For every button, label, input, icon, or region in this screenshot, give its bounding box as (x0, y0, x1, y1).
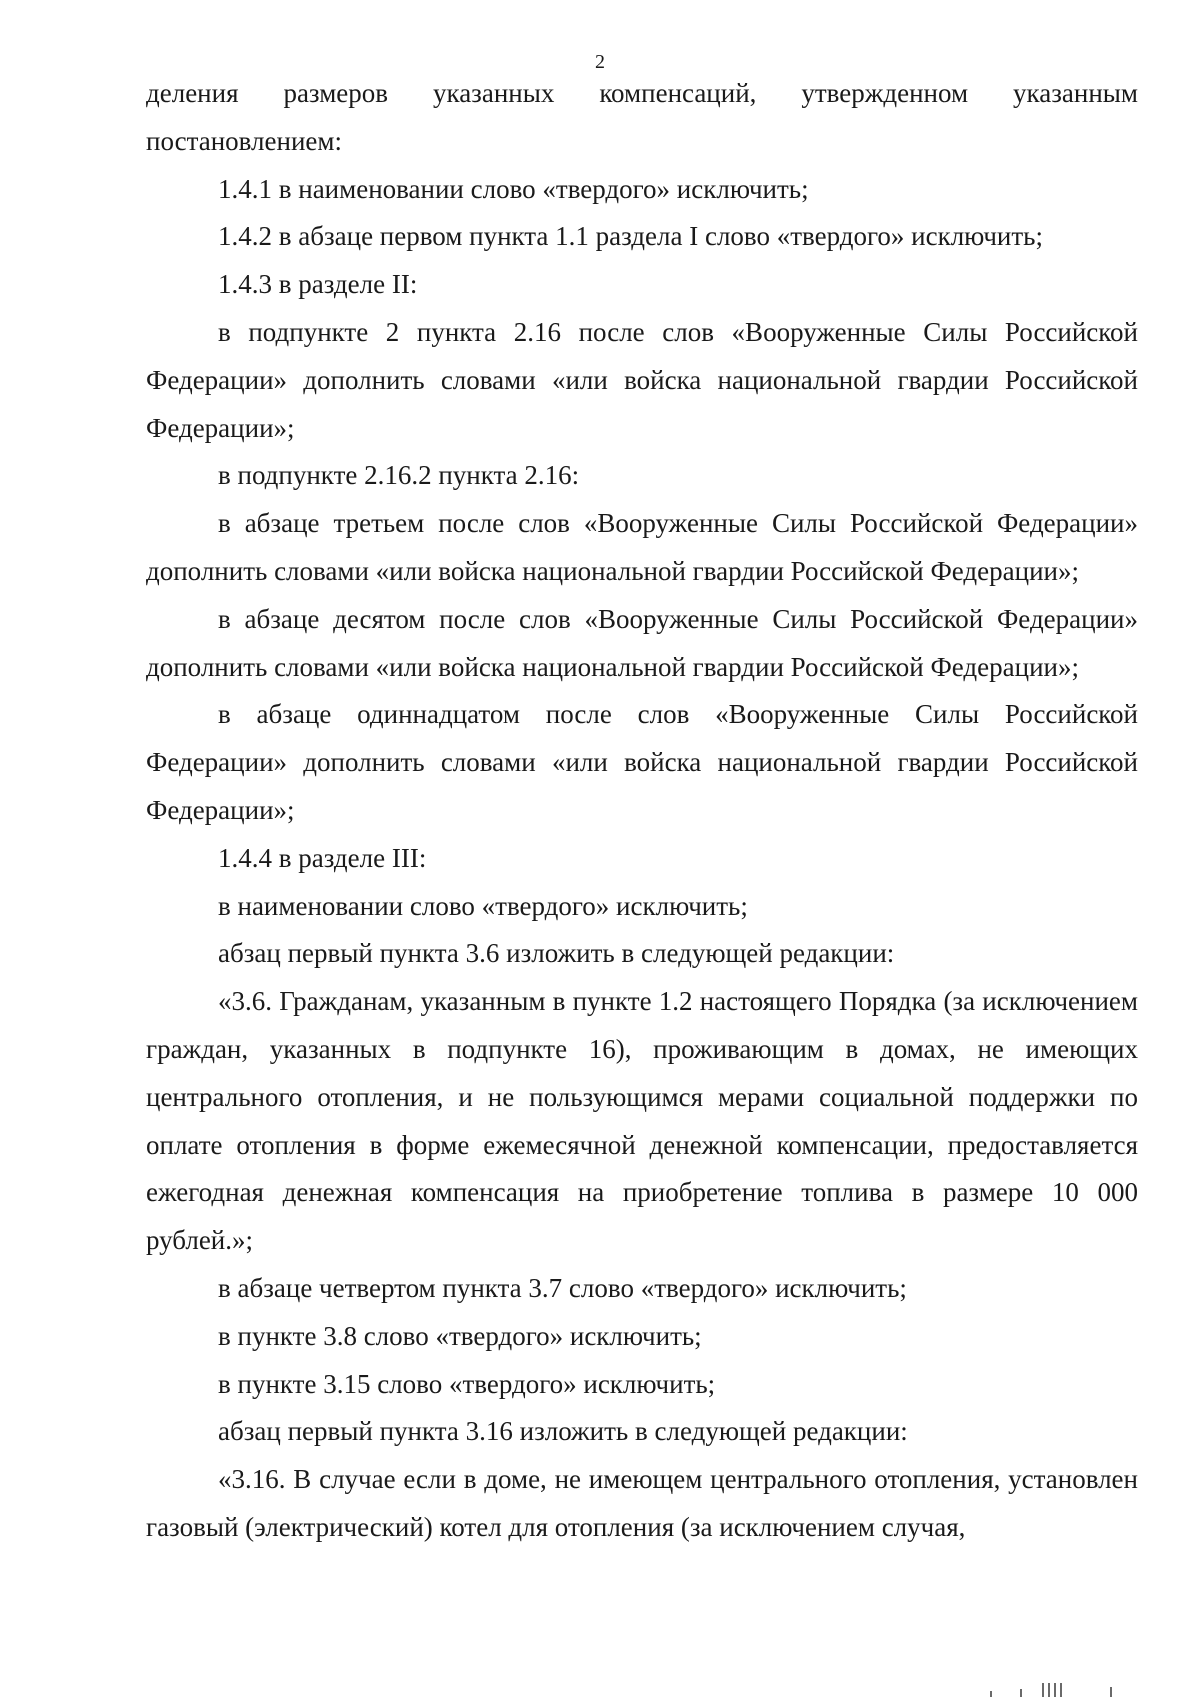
paragraph: в наименовании слово «твердого» исключить; (218, 890, 748, 921)
scan-mark (1042, 1683, 1044, 1697)
paragraph: 1.4.4 в разделе III: (218, 842, 427, 873)
document-body (146, 70, 1138, 1552)
scan-mark (1060, 1683, 1062, 1697)
paragraph: в подпункте 2.16.2 пункта 2.16: (218, 460, 580, 491)
scan-mark (1048, 1683, 1050, 1697)
page-number: 2 (595, 51, 605, 73)
paragraph: в абзаце десятом после слов «Вооруженные Силы Российской Федерации» дополнить словами «или войска национальной гвардии Российской Федерации»; (146, 603, 1138, 682)
paragraph: в абзаце одиннадцатом после слов «Вооруженные Силы Российской Федерации» дополнить словами «или войска национальной гвардии Российской Федерации»; (146, 699, 1138, 825)
paragraph: в абзаце четвертом пункта 3.7 слово «твердого» исключить; (218, 1272, 907, 1303)
paragraph: абзац первый пункта 3.6 изложить в следующей редакции: (218, 938, 895, 969)
scan-barcode-marks (980, 1683, 1140, 1697)
paragraph: «3.6. Гражданам, указанным в пункте 1.2 настоящего Порядка (за исключением граждан, указанных в подпункте 16), проживающим в домах, не имеющих центрального отопления, и не пользующимся мерами социальной поддержки по оплате отопления в форме ежемесячной денежной компенсации, предоставляется ежегодная денежная компенсация на приобретение топлива в размере 10 000 рублей.»; (146, 986, 1138, 1256)
paragraph: в подпункте 2 пункта 2.16 после слов «Вооруженные Силы Российской Федерации» дополнить словами «или войска национальной гвардии Российской Федерации»; (146, 316, 1138, 443)
paragraph: деления размеров указанных компенсаций, утвержденном указанным постановлением: (146, 78, 1138, 156)
paragraph: «3.16. В случае если в доме, не имеющем центрального отопления, установлен газовый (электрический) котел для отопления (за исключением случая, (146, 1464, 1138, 1542)
paragraph: абзац первый пункта 3.16 изложить в следующей редакции: (218, 1416, 908, 1447)
paragraph: 1.4.3 в разделе II: (218, 269, 418, 300)
scan-mark (1020, 1689, 1022, 1697)
scan-mark (1110, 1687, 1112, 1697)
paragraph: в пункте 3.15 слово «твердого» исключить; (218, 1368, 716, 1399)
scan-mark (1054, 1683, 1056, 1697)
paragraph: в пункте 3.8 слово «твердого» исключить; (218, 1320, 702, 1351)
scan-mark (990, 1691, 992, 1697)
paragraph: в абзаце третьем после слов «Вооруженные Силы Российской Федерации» дополнить словами «или войска национальной гвардии Российской Федерации»; (146, 508, 1138, 586)
paragraph: 1.4.2 в абзаце первом пункта 1.1 раздела I слово «твердого» исключить; (218, 221, 1043, 252)
paragraph: 1.4.1 в наименовании слово «твердого» исключить; (218, 173, 809, 204)
